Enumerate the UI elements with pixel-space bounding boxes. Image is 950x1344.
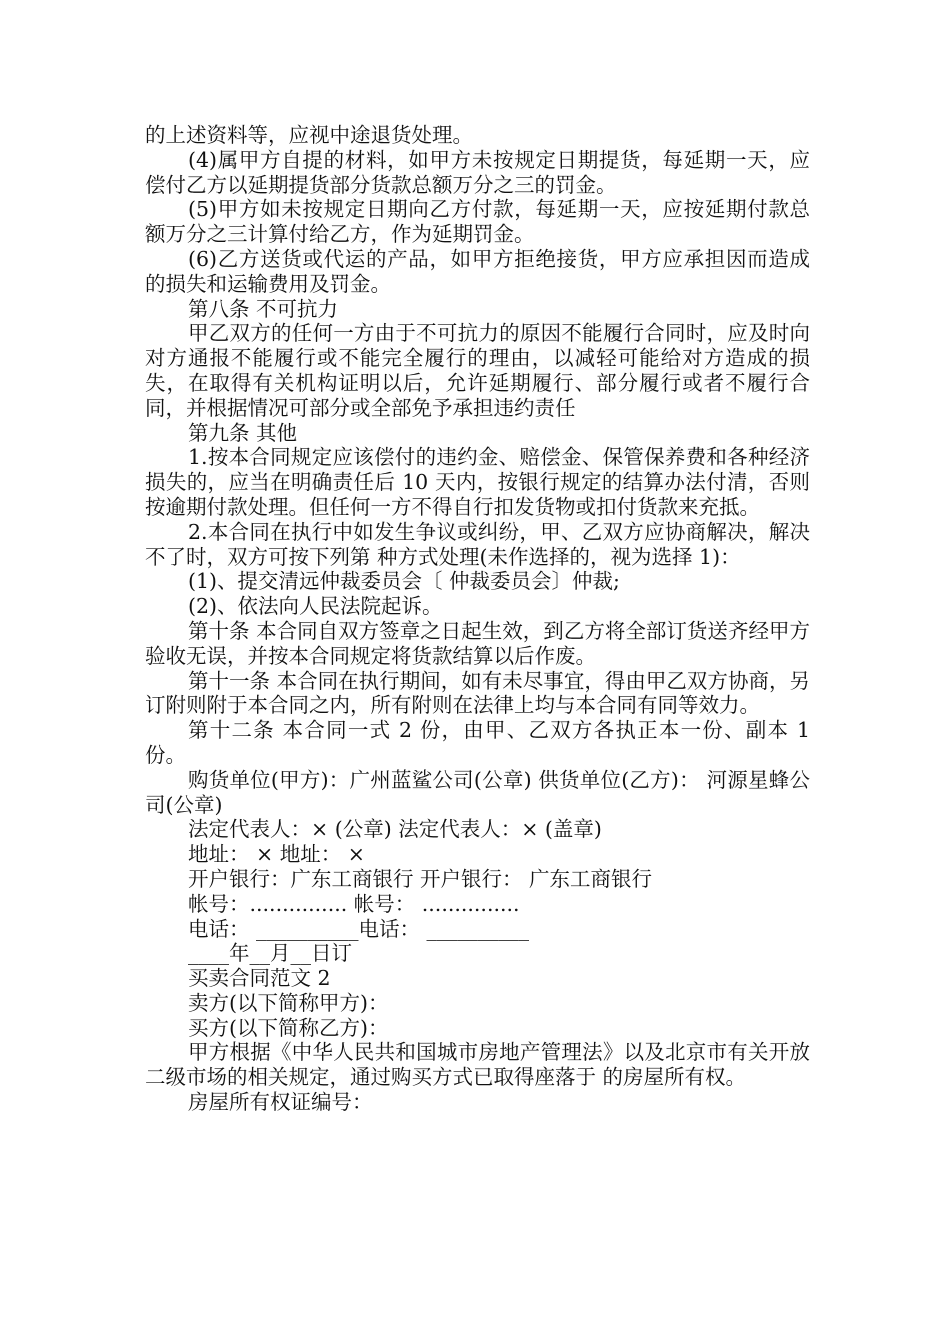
ownership-statement: 甲方根据《中华人民共和国城市房地产管理法》以及北京市有关开放二级市场的相关规定，通过购买方式已取得座落于 的房屋所有权。 bbox=[145, 1040, 810, 1090]
signature-legal-representatives: 法定代表人：× (公章) 法定代表人：× (盖章) bbox=[188, 817, 602, 842]
signature-parties: 购货单位(甲方)：广州蓝鲨公司(公章) 供货单位(乙方)： 河源星蜂公司(公章) bbox=[145, 767, 810, 817]
contract-text bbox=[145, 123, 817, 1115]
signature-accounts: 帐号：............... 帐号： ............... bbox=[188, 891, 520, 916]
article-9-item-1: 1.按本合同规定应该偿付的违约金、赔偿金、保管保养费和各种经济损失的，应当在明确责任后 10 天内，按银行规定的结算办法付清，否则按逾期付款处理。但任何一方不得自行扣发货物或扣付货款来充抵。 bbox=[145, 445, 810, 519]
clause-late-pickup-penalty: (4)属甲方自提的材料，如甲方未按规定日期提货，每延期一天，应偿付乙方以延期提货部分货款总额万分之三的罚金。 bbox=[145, 147, 810, 197]
signature-addresses: 地址： × 地址： × bbox=[188, 842, 365, 867]
article-10: 第十条 本合同自双方签章之日起生效，到乙方将全部订货送齐经甲方验收无误，并按本合同规定将货款结算以后作废。 bbox=[145, 618, 810, 668]
signature-banks: 开户银行：广东工商银行 开户银行： 广东工商银行 bbox=[188, 866, 653, 891]
article-9-heading: 第九条 其他 bbox=[188, 420, 298, 445]
buyer-line: 买方(以下简称乙方)： bbox=[188, 1015, 389, 1040]
article-8-body: 甲乙双方的任何一方由于不可抗力的原因不能履行合同时，应及时向对方通报不能履行或不能完全履行的理由，以减轻可能给对方造成的损失，在取得有关机构证明以后，允许延期履行、部分履行或者不履行合同，并根据情况可部分或全部免予承担违约责任 bbox=[145, 321, 810, 420]
article-9-item-2: 2.本合同在执行中如发生争议或纠纷，甲、乙双方应协商解决，解决不了时，双方可按下列第 种方式处理(未作选择的，视为选择 1)： bbox=[145, 519, 810, 569]
paragraph-continuation: 的上述资料等，应视中途退货处理。 bbox=[145, 123, 473, 147]
sample-contract-2-title: 买卖合同范文 2 bbox=[188, 966, 331, 991]
seller-line: 卖方(以下简称甲方)： bbox=[188, 990, 389, 1015]
article-11: 第十一条 本合同在执行期间，如有未尽事宜，得由甲乙双方协商，另订附则附于本合同之内，所有附则在法律上均与本合同有同等效力。 bbox=[145, 668, 810, 718]
dispute-option-arbitration: (1)、提交清远仲裁委员会〔 仲裁委员会〕仲裁; bbox=[188, 569, 620, 594]
clause-late-payment-penalty: (5)甲方如未按规定日期向乙方付款，每延期一天，应按延期付款总额万分之三计算付给乙方，作为延期罚金。 bbox=[145, 197, 810, 247]
signature-phones: 电话： __________电话： __________ bbox=[188, 916, 530, 941]
dispute-option-court: (2)、依法向人民法院起诉。 bbox=[188, 594, 443, 619]
clause-refused-delivery: (6)乙方送货或代运的产品，如甲方拒绝接货，甲方应承担因而造成的损失和运输费用及罚金。 bbox=[145, 246, 810, 296]
article-8-heading: 第八条 不可抗力 bbox=[188, 296, 339, 321]
article-12: 第十二条 本合同一式 2 份，由甲、乙双方各执正本一份、副本 1 份。 bbox=[145, 718, 817, 767]
signature-date: ____年__月__日订 bbox=[188, 941, 352, 966]
property-certificate-number: 房屋所有权证编号： bbox=[188, 1090, 373, 1115]
